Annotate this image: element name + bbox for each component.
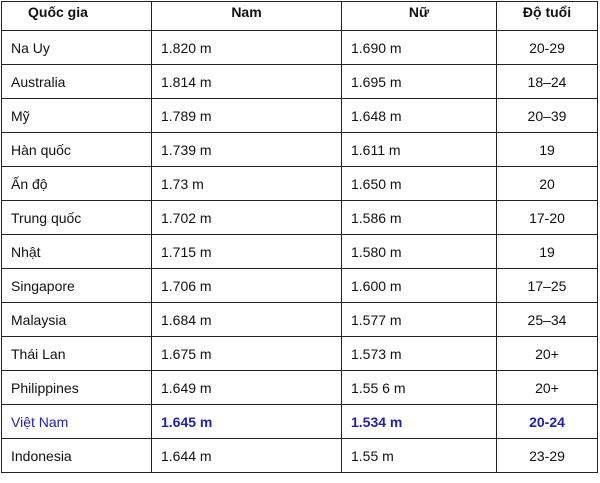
cell-age: 20-29: [497, 31, 598, 65]
cell-country: Indonesia: [2, 439, 152, 473]
cell-age: 20–39: [497, 99, 598, 133]
cell-country: Malaysia: [2, 303, 152, 337]
cell-male: 1.684 m: [152, 303, 342, 337]
cell-female: 1.573 m: [342, 337, 497, 371]
cell-female: 1.534 m: [342, 405, 497, 439]
cell-female: 1.650 m: [342, 167, 497, 201]
cell-age: 20: [497, 167, 598, 201]
cell-age: 20+: [497, 371, 598, 405]
cell-country: Thái Lan: [2, 337, 152, 371]
table-row: [2, 201, 598, 235]
cell-female: 1.55 m: [342, 439, 497, 473]
cell-age: 23-29: [497, 439, 598, 473]
cell-country: Mỹ: [2, 99, 152, 133]
table-row: [2, 405, 598, 439]
cell-male: 1.649 m: [152, 371, 342, 405]
cell-female: 1.586 m: [342, 201, 497, 235]
cell-age: 17–25: [497, 269, 598, 303]
cell-age: 20-24: [497, 405, 598, 439]
table-row: [2, 439, 598, 473]
cell-country: Trung quốc: [2, 201, 152, 235]
cell-female: 1.611 m: [342, 133, 497, 167]
cell-country: Singapore: [2, 269, 152, 303]
table-row: [2, 65, 598, 99]
cell-male: 1.739 m: [152, 133, 342, 167]
table-row: [2, 133, 598, 167]
cell-female: 1.577 m: [342, 303, 497, 337]
table-row: [2, 167, 598, 201]
cell-age: 19: [497, 133, 598, 167]
cell-male: 1.645 m: [152, 405, 342, 439]
cell-female: 1.55 6 m: [342, 371, 497, 405]
table-body: [2, 31, 598, 473]
cell-age: 25–34: [497, 303, 598, 337]
cell-male: 1.814 m: [152, 65, 342, 99]
table-row: [2, 99, 598, 133]
table-row: [2, 269, 598, 303]
cell-age: 18–24: [497, 65, 598, 99]
table-row: [2, 303, 598, 337]
cell-male: 1.702 m: [152, 201, 342, 235]
cell-age: 20+: [497, 337, 598, 371]
header-female: Nữ: [342, 2, 497, 31]
table-row: [2, 337, 598, 371]
cell-country: Ấn độ: [2, 167, 152, 201]
cell-country: Nhật: [2, 235, 152, 269]
table-row: [2, 235, 598, 269]
cell-country: Na Uy: [2, 31, 152, 65]
cell-female: 1.690 m: [342, 31, 497, 65]
cell-age: 19: [497, 235, 598, 269]
cell-male: 1.715 m: [152, 235, 342, 269]
cell-male: 1.73 m: [152, 167, 342, 201]
cell-female: 1.648 m: [342, 99, 497, 133]
cell-male: 1.644 m: [152, 439, 342, 473]
table-row: [2, 371, 598, 405]
header-row: [2, 2, 598, 31]
cell-country: Philippines: [2, 371, 152, 405]
cell-country: Việt Nam: [2, 405, 152, 439]
cell-country: Australia: [2, 65, 152, 99]
cell-male: 1.820 m: [152, 31, 342, 65]
cell-age: 17-20: [497, 201, 598, 235]
table-row: [2, 31, 598, 65]
cell-male: 1.789 m: [152, 99, 342, 133]
header-country: Quốc gia: [2, 2, 152, 31]
height-table: [1, 1, 598, 473]
header-age: Độ tuổi: [497, 2, 598, 31]
cell-female: 1.580 m: [342, 235, 497, 269]
cell-female: 1.600 m: [342, 269, 497, 303]
cell-male: 1.706 m: [152, 269, 342, 303]
cell-male: 1.675 m: [152, 337, 342, 371]
cell-female: 1.695 m: [342, 65, 497, 99]
header-male: Nam: [152, 2, 342, 31]
cell-country: Hàn quốc: [2, 133, 152, 167]
